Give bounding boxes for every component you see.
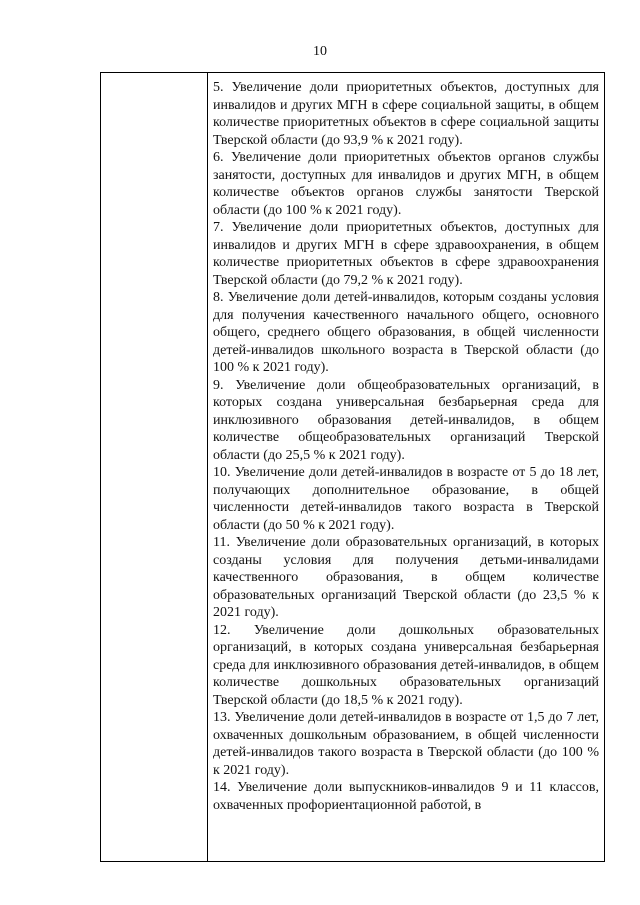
list-item: 6. Увеличение доли приоритетных объектов органов службы занятости, доступных для инвалидов и других МГН, в общем количестве объектов органов службы занятости Тверской области (до 100 % к 2021 году).	[213, 150, 599, 218]
document-table	[100, 72, 605, 862]
table-left-column	[101, 73, 208, 861]
page-number: 10	[313, 44, 327, 59]
list-item: 13. Увеличение доли детей-инвалидов в возрасте от 1,5 до 7 лет, охваченных дошкольным образованием, в общей численности детей-инвалидов такого возраста в Тверской области (до 100 % к 2021 году).	[213, 710, 599, 778]
list-item: 11. Увеличение доли образовательных организаций, в которых созданы условия для получения детьми-инвалидами качественного образования, в общем количестве образовательных организаций Тверской области (до 23,5 % к 2021 году).	[213, 535, 599, 620]
list-item: 10. Увеличение доли детей-инвалидов в возрасте от 5 до 18 лет, получающих дополнительное образование, в общей численности детей-инвалидов такого возраста в Тверской области (до 50 % к 2021 году).	[213, 465, 599, 533]
table-right-column	[213, 79, 599, 814]
list-item: 7. Увеличение доли приоритетных объектов, доступных для инвалидов и других МГН в сфере здравоохранения, в общем количестве приоритетных объектов в сфере здравоохранения Тверской области (до 79,2 % к 2021 году).	[213, 220, 599, 288]
list-item: 12. Увеличение доли дошкольных образовательных организаций, в которых создана универсальная безбарьерная среда для инклюзивного образования детей-инвалидов, в общем количестве дошкольных образовательных организаций Тверской области (до 18,5 % к 2021 году).	[213, 622, 599, 708]
list-item: 5. Увеличение доли приоритетных объектов, доступных для инвалидов и других МГН в сфере социальной защиты, в общем количестве приоритетных объектов в сфере социальной защиты Тверской области (до 93,9 % к 2021 году).	[213, 80, 599, 148]
list-item: 8. Увеличение доли детей-инвалидов, которым созданы условия для получения качественного начального общего, основного общего, среднего общего образования, в общей численности детей-инвалидов школьного возраста в Тверской области (до 100 % к 2021 году).	[213, 290, 599, 375]
list-item: 9. Увеличение доли общеобразовательных организаций, в которых создана универсальная безбарьерная среда для инклюзивного образования детей-инвалидов, в общем количестве общеобразовательных организаций Тверской области (до 25,5 % к 2021 году).	[213, 377, 599, 463]
list-item: 14. Увеличение доли выпускников-инвалидов 9 и 11 классов, охваченных профориентационной работой, в	[213, 780, 599, 813]
